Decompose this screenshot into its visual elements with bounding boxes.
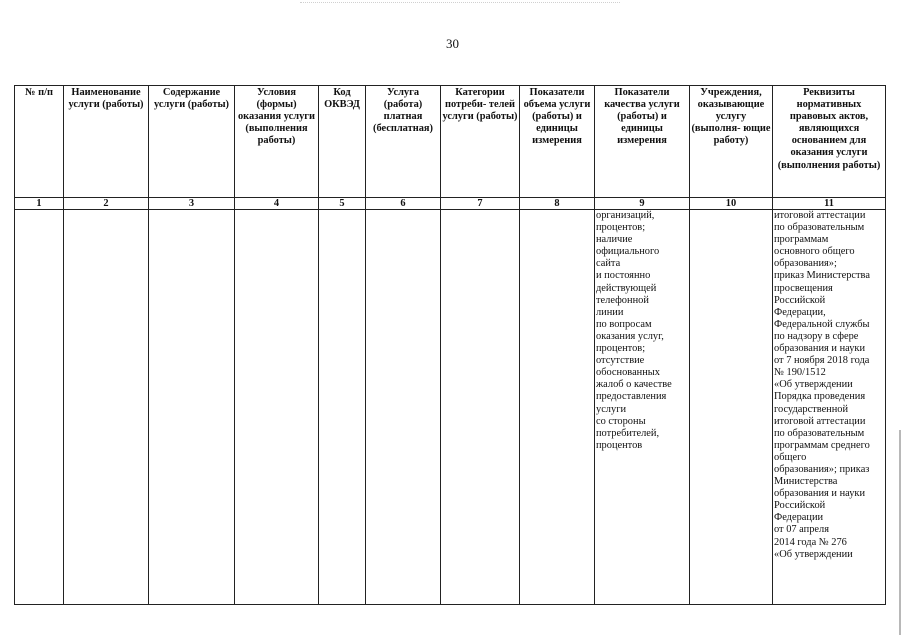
cell-volume-indicators: [520, 210, 595, 605]
cell-number: [15, 210, 64, 605]
legal-act-line: программам среднего: [774, 439, 870, 451]
column-number: 11: [773, 198, 886, 210]
legal-act-line: Федерации,: [774, 306, 826, 318]
legal-act-line: Российской: [774, 500, 826, 512]
quality-indicator-line: линии: [596, 306, 624, 318]
column-number-row: [15, 198, 886, 210]
quality-indicator-line: отсутствие: [596, 355, 645, 367]
scan-artifact-top: [300, 2, 620, 6]
quality-indicator-line: обоснованных: [596, 367, 660, 379]
legal-act-line: государственной: [774, 403, 849, 415]
quality-indicator-line: и постоянно: [596, 270, 651, 282]
cell-service-content: [149, 210, 235, 605]
column-number: 1: [15, 198, 64, 210]
quality-indicator-line: наличие: [596, 234, 633, 246]
column-number: 6: [366, 198, 441, 210]
legal-act-line: программам: [774, 234, 829, 246]
cell-paid-free: [366, 210, 441, 605]
legal-act-line: Порядка проведения: [774, 391, 866, 403]
quality-indicator-line: со стороны: [596, 415, 646, 427]
header-cell-volume-indicators: Показатели объема услуги (работы) и единицы измерения: [520, 86, 595, 198]
column-number: 10: [690, 198, 773, 210]
legal-act-line: «Об утверждении: [774, 379, 853, 391]
legal-act-line: по образовательным: [774, 222, 865, 234]
header-cell-consumer-categories: Категории потреби- телей услуги (работы): [441, 86, 520, 198]
legal-act-line: Министерства: [774, 476, 838, 488]
quality-indicator-line: по вопросам: [596, 318, 652, 330]
cell-institutions: [690, 210, 773, 605]
page-number: 30: [446, 36, 459, 51]
legal-act-line: общего: [774, 451, 807, 463]
header-cell-paid-free: Услуга (работа) платная (бесплатная): [366, 86, 441, 198]
header-cell-service-content: Содержание услуги (работы): [149, 86, 235, 198]
cell-legal-acts: [773, 210, 886, 605]
quality-indicator-line: организаций,: [596, 210, 655, 221]
legal-act-line: от 7 ноября 2018 года: [774, 355, 870, 367]
column-number: 3: [149, 198, 235, 210]
column-number: 2: [64, 198, 149, 210]
legal-act-line: Федеральной службы: [774, 318, 870, 330]
quality-indicator-line: телефонной: [596, 294, 649, 306]
quality-indicator-line: процентов: [596, 439, 643, 451]
legal-act-line: образования и науки: [774, 343, 866, 355]
legal-act-line: по образовательным: [774, 427, 865, 439]
quality-indicator-line: потребителей,: [596, 427, 660, 439]
column-number: 8: [520, 198, 595, 210]
cell-okved: [319, 210, 366, 605]
column-number: 5: [319, 198, 366, 210]
table-row: [15, 210, 886, 605]
cell-conditions: [235, 210, 319, 605]
cell-quality-indicators: [595, 210, 690, 605]
quality-indicator-line: оказания услуг,: [596, 330, 664, 342]
cell-consumer-categories: [441, 210, 520, 605]
header-cell-service-name: Наименование услуги (работы): [64, 86, 149, 198]
quality-indicator-line: сайта: [596, 258, 621, 270]
legal-act-line: итоговой аттестации: [774, 415, 866, 427]
quality-indicator-line: услуги: [596, 403, 627, 415]
header-row: [15, 86, 886, 198]
column-number: 7: [441, 198, 520, 210]
quality-indicator-line: действующей: [596, 282, 657, 294]
header-cell-conditions: Условия (формы) оказания услуги (выполнения работы): [235, 86, 319, 198]
column-number: 4: [235, 198, 319, 210]
legal-act-line: просвещения: [774, 282, 833, 294]
legal-act-line: от 07 апреля: [774, 524, 829, 536]
legal-act-line: образования и науки: [774, 488, 866, 500]
services-registry-table: [14, 85, 886, 605]
legal-act-line: № 190/1512: [774, 367, 826, 379]
quality-indicator-line: предоставления: [596, 391, 667, 403]
legal-act-line: образования»;: [774, 258, 837, 270]
legal-act-line: Российской: [774, 294, 826, 306]
quality-indicator-line: официального: [596, 246, 660, 258]
quality-indicator-line: процентов;: [596, 222, 646, 234]
header-cell-quality-indicators: Показатели качества услуги (работы) и единицы измерения: [595, 86, 690, 198]
legal-act-line: по надзору в сфере: [774, 330, 859, 342]
legal-act-line: итоговой аттестации: [774, 210, 866, 221]
column-number: 9: [595, 198, 690, 210]
legal-act-line: основного общего: [774, 246, 855, 258]
header-cell-legal-acts: Реквизиты нормативных правовых актов, являющихся основанием для оказания услуги (выполнения работы): [773, 86, 886, 198]
legal-act-line: 2014 года № 276: [774, 536, 847, 548]
header-cell-number: № п/п: [15, 86, 64, 198]
cell-service-name: [64, 210, 149, 605]
scan-artifact-edge: [899, 430, 901, 635]
legal-act-line: Федерации: [774, 512, 824, 524]
header-cell-institutions: Учреждения, оказывающие услугу (выполня- ющие работу): [690, 86, 773, 198]
header-cell-okved: Код ОКВЭД: [319, 86, 366, 198]
quality-indicator-line: процентов;: [596, 343, 646, 355]
legal-act-line: «Об утверждении: [774, 548, 853, 560]
legal-act-line: приказ Министерства: [774, 270, 870, 282]
legal-act-line: образования»; приказ: [774, 463, 870, 475]
quality-indicator-line: жалоб о качестве: [596, 379, 672, 391]
